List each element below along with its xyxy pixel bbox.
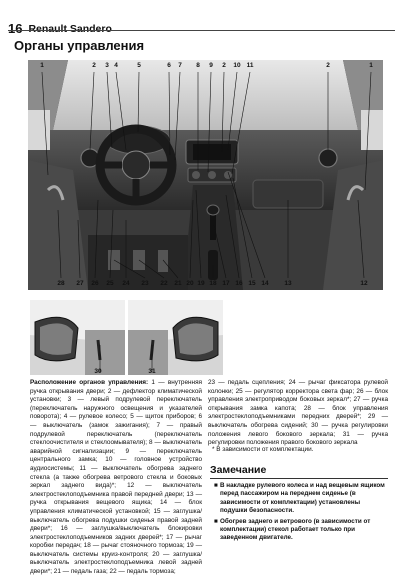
callout-label: 3 [105, 62, 109, 69]
callout-label: 20 [186, 280, 194, 287]
caption-lead: Расположение органов управления: [30, 379, 149, 386]
callout-label: 26 [91, 280, 99, 287]
callout-label: 17 [222, 280, 230, 287]
callout-label: 8 [196, 62, 200, 69]
dashboard-figure [28, 60, 383, 290]
note-body [214, 482, 386, 545]
figure-caption-continued: 23 — педаль сцепления; 24 — рычаг фиксатора рулевой колонки; 25 — регулятор корректора света фар; 26 — блок управления электроприводом боковых зеркал*; 27 — ручка открывания замка капота; 28 — блок управления электростеклоподъемниками передних дверей*; 29 — выключатель обогрева сидений; 30 — ручка регулировки положения левого бокового зеркала; 31 — ручка регулировки положения правого бокового зеркала [208, 379, 388, 447]
square-bullet-icon: ■ [214, 482, 218, 489]
figure-caption [30, 379, 202, 577]
callout-label: 27 [76, 280, 84, 287]
note-paragraph [214, 482, 386, 516]
callout-label: 12 [360, 280, 368, 287]
page-brand: Renault Sandero [28, 23, 112, 35]
left-mirror-figure [30, 300, 125, 375]
callout-label: 31 [148, 368, 156, 375]
callout-label: 4 [114, 62, 118, 69]
square-bullet-icon: ■ [214, 517, 218, 525]
note-paragraph [214, 518, 386, 543]
note-paragraph-text: В накладке рулевого колеса и над вещевым ящиком перед пассажиром на переднем сиденье (в зависимости от комплектации) установлены подушки безопасности. [220, 482, 385, 515]
callout-label: 9 [209, 62, 213, 69]
callout-label: 22 [160, 280, 168, 287]
note-title: Замечание [210, 464, 267, 476]
callout-label: 14 [261, 280, 269, 287]
callout-label: 30 [94, 368, 102, 375]
callout-label: 16 [235, 280, 243, 287]
header-divider [8, 30, 395, 31]
callout-label: 7 [178, 62, 182, 69]
callout-label: 13 [284, 280, 292, 287]
callout-label: 18 [209, 280, 217, 287]
callout-label: 24 [122, 280, 130, 287]
callout-label: 21 [174, 280, 182, 287]
right-mirror-figure [128, 300, 223, 375]
callout-label: 23 [141, 280, 149, 287]
callout-label: 2 [326, 62, 330, 69]
caption-text: 1 — внутренняя ручка открывания двери; 2 — дефлектор климатической установки; 3 — левый подрулевой переключатель (переключатель наружного освещения и указателей поворота); 4 — рулевое колесо; 5 — щиток приборов; 6 — выключатель (замок зажигания); 7 — правый подрулевой переключатель (переключатель стеклоочистителя и стеклоомывателя); 8 — выключатель аварийной сигнализации; 9 — переключатель центрального замка; 10 — головное устройство аудиосистемы; 11 — выключатель обогрева заднего стекла (а также обогрева ветрового стекла и боковых зеркал заднего вида)*; 12 — выключатель электростеклоподъемника правой передней двери; 13 — ручка открывания вещевого ящика; 14 — блок управления климатической установкой; 15 — заглушка/выключатель обогрева подушки сиденья правой задней двери*; 16 — заглушка/выключатель блокировки электростеклоподъемников задних дверей*; 17 — рычаг коробки передач; 18 — рычаг стояночного тормоза; 19 — выключатель системы круиз-контроля; 20 — заглушка/выключатель электростеклоподъемника левой задней двери*; 21 — педаль газа; 22 — педаль тормоза; [30, 379, 203, 576]
section-title: Органы управления [14, 38, 145, 53]
callout-label: 1 [40, 62, 44, 69]
footnote: * В зависимости от комплектации. [212, 446, 314, 453]
callout-label: 10 [233, 62, 241, 69]
callout-label: 2 [222, 62, 226, 69]
callout-label: 28 [57, 280, 65, 287]
callout-label: 11 [246, 62, 254, 69]
page-header [8, 10, 395, 36]
note-divider [210, 478, 388, 479]
callout-label: 1 [369, 62, 373, 69]
callout-label: 2 [92, 62, 96, 69]
note-paragraph-text: Обогрев заднего и ветрового (в зависимости от комплектации) стекол работает только при заведенном двигателе. [220, 517, 371, 542]
page-number: 16 [8, 21, 23, 36]
callout-label: 5 [137, 62, 141, 69]
callout-label: 19 [197, 280, 205, 287]
callout-label: 6 [167, 62, 171, 69]
callout-label: 25 [106, 280, 114, 287]
callout-label: 15 [248, 280, 256, 287]
